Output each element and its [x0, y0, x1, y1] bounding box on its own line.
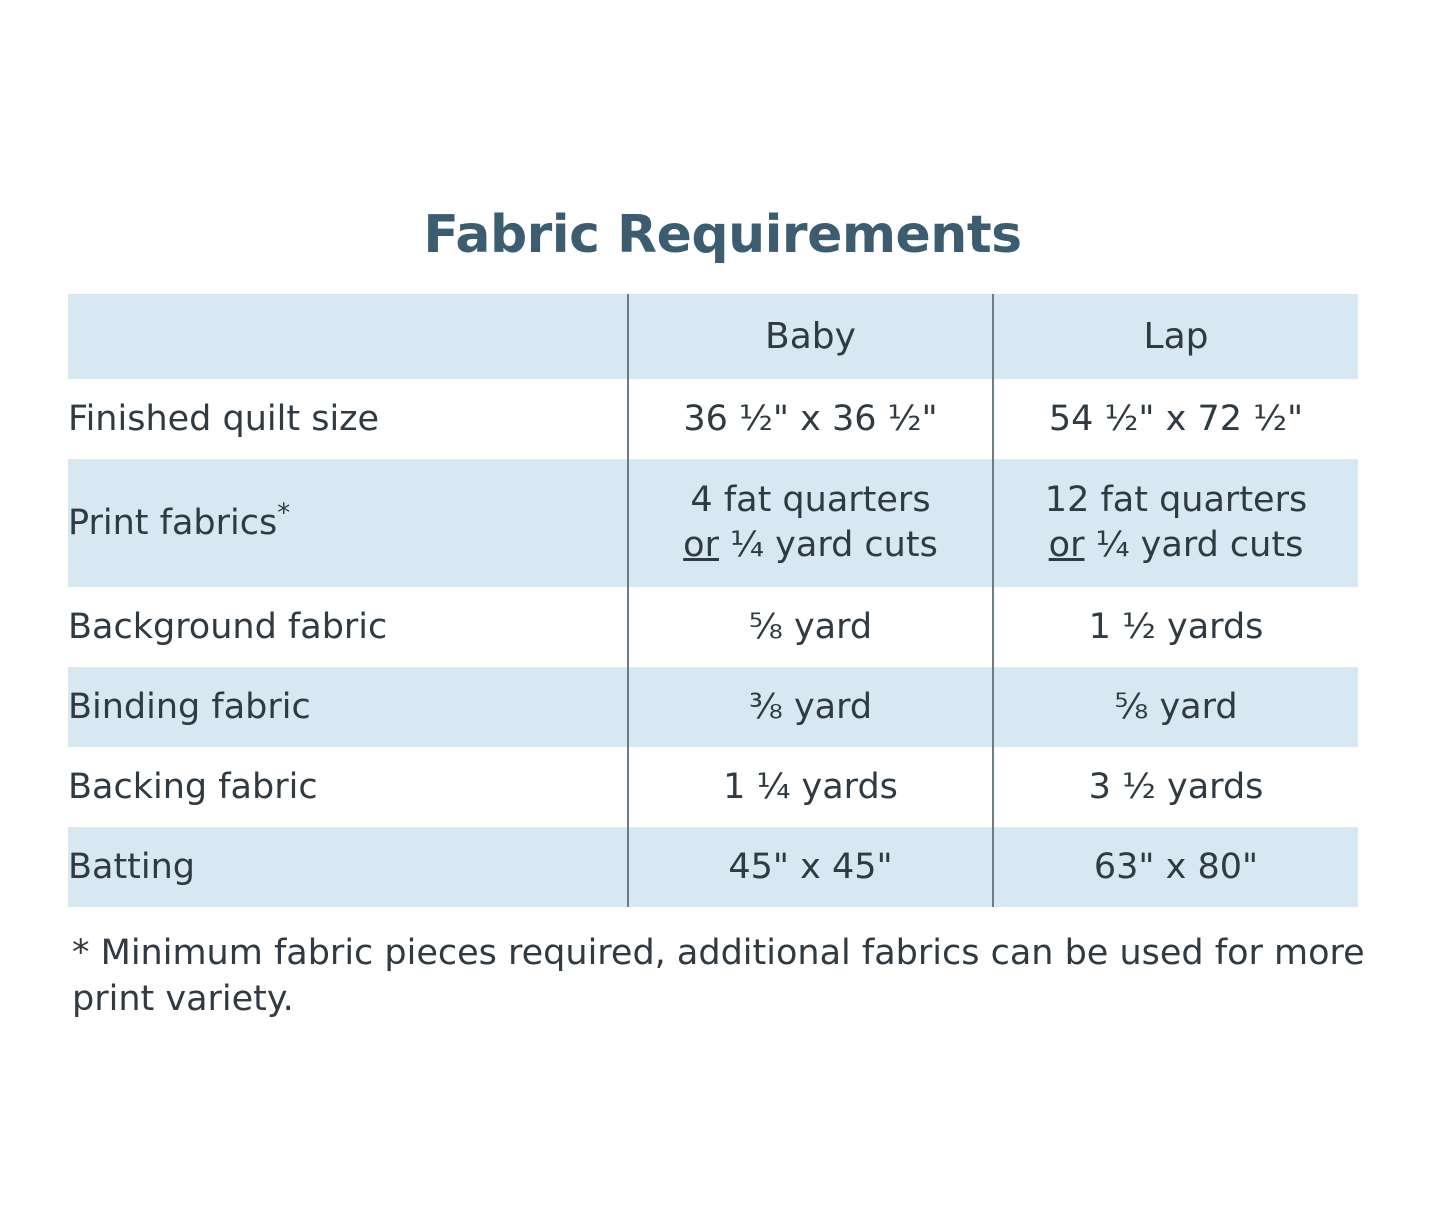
cell-lap-binding-fabric: ⅝ yard	[993, 667, 1358, 747]
table-header-blank	[68, 294, 628, 379]
row-label-print-fabrics	[68, 459, 628, 587]
fabric-requirements-table-wrapper	[68, 294, 1358, 907]
cell-baby-print-fabrics	[628, 459, 993, 587]
row-label-background-fabric: Background fabric	[68, 587, 628, 667]
cell-baby-print-fabrics-rest: ¼ yard cuts	[718, 525, 938, 565]
cell-baby-background-fabric: ⅝ yard	[628, 587, 993, 667]
cell-lap-batting: 63" x 80"	[993, 827, 1358, 907]
cell-lap-print-fabrics-line1: 12 fat quarters	[1044, 480, 1308, 521]
footnote-star-marker: *	[277, 498, 291, 529]
row-label-backing-fabric: Backing fabric	[68, 747, 628, 827]
row-label-batting: Batting	[68, 827, 628, 907]
cell-baby-binding-fabric: ⅜ yard	[628, 667, 993, 747]
table-row	[68, 827, 1358, 907]
page-title: Fabric Requirements	[423, 205, 1022, 265]
cell-lap-print-fabrics-or: or	[1048, 525, 1085, 565]
cell-lap-print-fabrics-lines	[994, 478, 1358, 568]
cell-lap-finished-quilt-size: 54 ½" x 72 ½"	[993, 379, 1358, 459]
cell-lap-background-fabric: 1 ½ yards	[993, 587, 1358, 667]
row-label-finished-quilt-size: Finished quilt size	[68, 379, 628, 459]
cell-baby-print-fabrics-line1: 4 fat quarters	[690, 480, 931, 521]
table-header-lap: Lap	[993, 294, 1358, 379]
cell-lap-backing-fabric: 3 ½ yards	[993, 747, 1358, 827]
cell-baby-print-fabrics-lines	[629, 478, 992, 568]
fabric-requirements-table	[68, 294, 1358, 907]
cell-baby-backing-fabric: 1 ¼ yards	[628, 747, 993, 827]
table-row	[68, 667, 1358, 747]
cell-baby-print-fabrics-line2	[629, 523, 992, 568]
table-row	[68, 379, 1358, 459]
row-label-print-fabrics-text: Print fabrics	[68, 503, 278, 543]
row-label-binding-fabric: Binding fabric	[68, 667, 628, 747]
table-row	[68, 587, 1358, 667]
table-row	[68, 459, 1358, 587]
table-header-baby: Baby	[628, 294, 993, 379]
table-header-row	[68, 294, 1358, 379]
cell-lap-print-fabrics	[993, 459, 1358, 587]
footnote-text: * Minimum fabric pieces required, additional fabrics can be used for more print variety.	[72, 933, 1365, 1020]
cell-lap-print-fabrics-line2	[994, 523, 1358, 568]
cell-baby-finished-quilt-size: 36 ½" x 36 ½"	[628, 379, 993, 459]
table-row	[68, 747, 1358, 827]
cell-baby-print-fabrics-or: or	[683, 525, 719, 565]
cell-baby-batting: 45" x 45"	[628, 827, 993, 907]
cell-lap-print-fabrics-rest: ¼ yard cuts	[1084, 525, 1304, 565]
